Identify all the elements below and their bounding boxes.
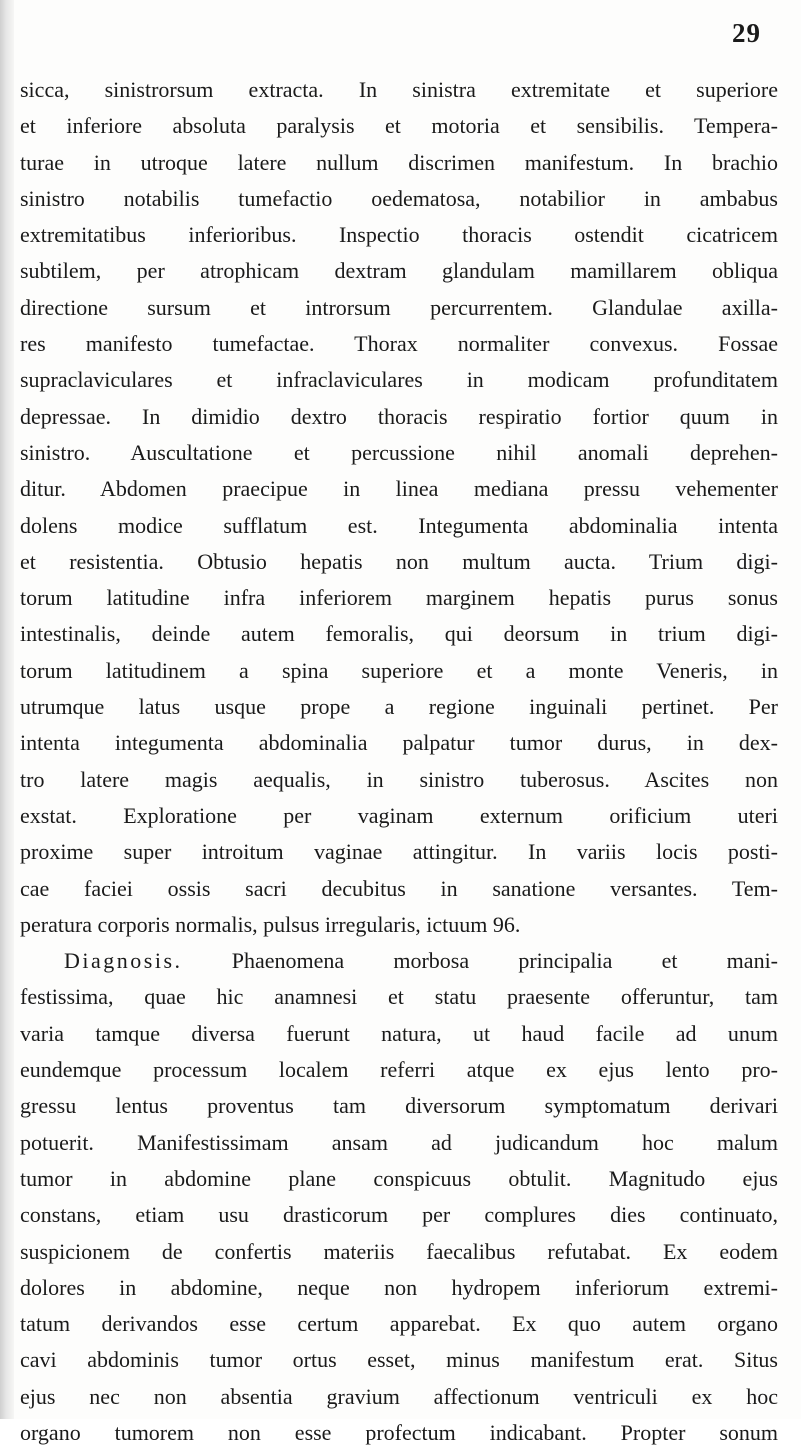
text-line: dolores in abdomine, neque non hydropem inferiorum extremi- [20, 1274, 778, 1300]
text-line: et resistentia. Obtusio hepatis non multum aucta. Trium digi- [20, 548, 778, 574]
text-line: extremitatibus inferioribus. Inspectio thoracis ostendit cicatricem [20, 222, 778, 248]
text-line: subtilem, per atrophicam dextram glandulam mamillarem obliqua [20, 258, 778, 284]
text-line: intestinalis, deinde autem femoralis, qui deorsum in trium digi- [20, 621, 778, 647]
text-line: dolens modice sufflatum est. Integumenta abdominalia intenta [20, 512, 778, 538]
page-number: 29 [732, 18, 761, 48]
diagnosis-heading-line [20, 943, 778, 979]
text-line: cae faciei ossis sacri decubitus in sanatione versantes. Tem- [20, 875, 778, 901]
text-line: tumor in abdomine plane conspicuus obtulit. Magnitudo ejus [20, 1165, 778, 1191]
text-line: directione sursum et introrsum percurrentem. Glandulae axilla- [20, 294, 778, 320]
diagnosis-first-line: Phaenomena morbosa principalia et mani- [231, 948, 778, 974]
text-line: et inferiore absoluta paralysis et motoria et sensibilis. Tempera- [20, 113, 778, 139]
text-line: varia tamque diversa fuerunt natura, ut haud facile ad unum [20, 1020, 778, 1046]
body-text [20, 72, 778, 1451]
text-line: exstat. Exploratione per vaginam externum orificium uteri [20, 802, 778, 828]
text-line: organo tumorem non esse profectum indicabant. Propter sonum [20, 1419, 778, 1445]
text-line: tatum derivandos esse certum apparebat. Ex quo autem organo [20, 1311, 778, 1337]
text-line: gressu lentus proventus tam diversorum symptomatum derivari [20, 1093, 778, 1119]
text-line: festissima, quae hic anamnesi et statu praesente offeruntur, tam [20, 984, 778, 1010]
text-line: sinistro. Auscultatione et percussione nihil anomali deprehen- [20, 439, 778, 465]
text-line: sinistro notabilis tumefactio oedematosa, notabilior in ambabus [20, 185, 778, 211]
page-gutter-shadow [0, 0, 14, 1419]
text-line: cavi abdominis tumor ortus esset, minus manifestum erat. Situs [20, 1347, 778, 1373]
text-line: torum latitudine infra inferiorem marginem hepatis purus sonus [20, 585, 778, 611]
text-line: depressae. In dimidio dextro thoracis respiratio fortior quum in [20, 403, 778, 429]
text-line: peratura corporis normalis, pulsus irregularis, ictuum 96. [20, 911, 521, 937]
text-line: ditur. Abdomen praecipue in linea mediana pressu vehementer [20, 476, 778, 502]
text-line: res manifesto tumefactae. Thorax normaliter convexus. Fossae [20, 331, 778, 357]
text-line: torum latitudinem a spina superiore et a monte Veneris, in [20, 657, 778, 683]
text-line: turae in utroque latere nullum discrimen manifestum. In brachio [20, 149, 778, 175]
text-line: utrumque latus usque prope a regione inguinali pertinet. Per [20, 694, 778, 720]
text-line: suspicionem de confertis materiis faecalibus refutabat. Ex eodem [20, 1238, 778, 1264]
text-line: intenta integumenta abdominalia palpatur tumor durus, in dex- [20, 730, 778, 756]
text-line: ejus nec non absentia gravium affectionum ventriculi ex hoc [20, 1383, 778, 1409]
text-line: sicca, sinistrorsum extracta. In sinistra extremitate et superiore [20, 77, 778, 102]
text-line: constans, etiam usu drasticorum per complures dies continuato, [20, 1202, 778, 1228]
text-line: supraclaviculares et infraclaviculares in modicam profunditatem [20, 367, 778, 393]
diagnosis-label: Diagnosis. [64, 948, 183, 974]
text-line: tro latere magis aequalis, in sinistro tuberosus. Ascites non [20, 766, 778, 792]
text-line: potuerit. Manifestissimam ansam ad judicandum hoc malum [20, 1129, 778, 1155]
text-line: proxime super introitum vaginae attingitur. In variis locis posti- [20, 839, 778, 865]
text-line: eundemque processum localem referri atque ex ejus lento pro- [20, 1057, 778, 1083]
